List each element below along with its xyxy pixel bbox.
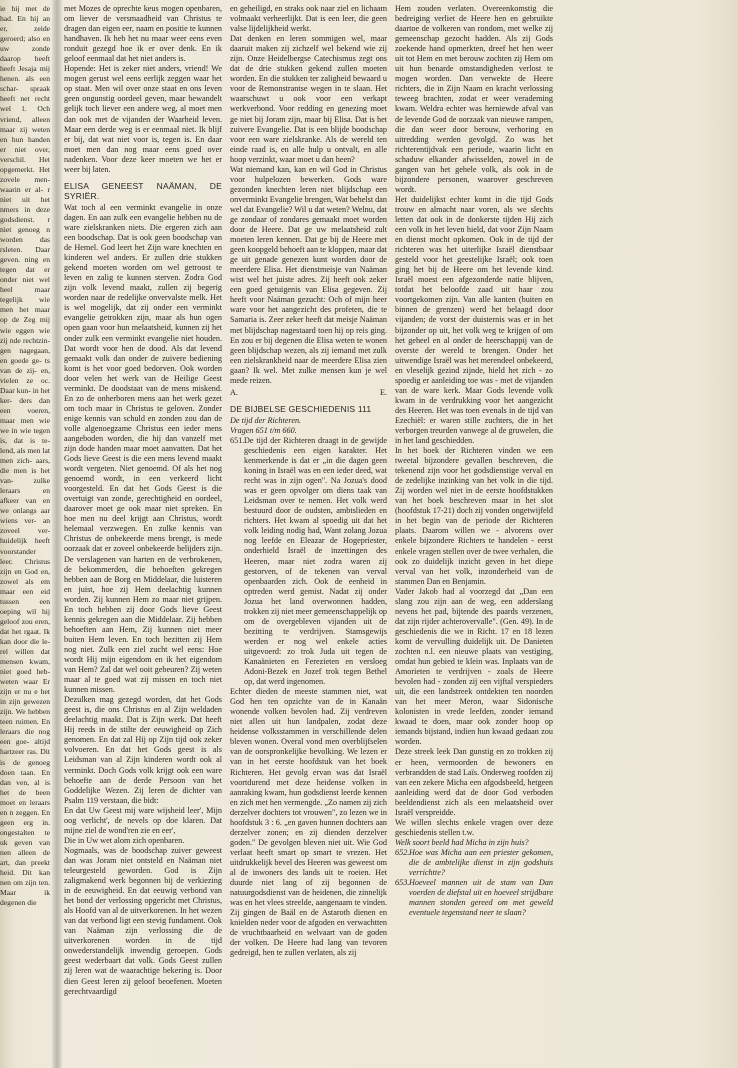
section-heading-elisa: ELISA GENEEST NAÄMAN, DE SYRIËR.: [64, 180, 222, 201]
paragraph: Hem zouden verlaten. Overeenkomstig die bedreiging verliet de Heere hen en gebruikte daartoe de volkeren van rondom, met welke zij gemeenschap gezocht hadden. Als zij Gods zoekende hand opmerkten, dreef het hen weer uit tot Hem en met berouw zochten zij Hem om uit hun benarde omstandigheden verlost te mogen worden. Dan verwekte de Heere richters, die in Zijn Naam en kracht verlossing teweeg brachten, zodat er weer verademing kwam. Weldra echter was herniewde afval van de levende God de oorzaak van nieuwe rampen, die dan weer door berouw, verhoring en uitredding werden gevolgd. Zo was het richterentijdvak een periode, waarin licht en schaduw elkander afwisselden, zowel in de gangen van het gehele volk, als ook in de bijzondere personen, waarover geschreven wordt.: [395, 4, 553, 194]
question-number: 652.: [395, 847, 410, 857]
paragraph: met Mozes de oprechte keus mogen openbaren, om liever de versmaadheid van Christus te dragen dan eigen eer, naam en positie te kunnen handhaven. Ik heb het nu maar weer eens even ronduit gezegd hoe ik er over denk. En ik geloof eenmaal dat het niet anders is.: [64, 4, 222, 64]
page-binding-shadow: [52, 0, 62, 1068]
signature-initial-left: A.: [230, 387, 238, 397]
paragraph: Wat niemand kan, kan en wil God in Christus voor hulpelozen bewerken. Gods ware gezonden knechten leren niet blijdschap een onverminkt Evangelie brengen, Wat behelst dan wel dat Evangelie? Wil u dat weten? Welnu, dat ge zondaar of zondares gemaakt moet worden door de Heere. Dat ge uw melaatsheid zult moeten leren kennen. Dat ge bij de Heere met geen koopgeld behoeft aan te kloppen, maar dat ge uit genade genezen kunt worden door de meerdere Elisa. Het dienstmeisje van Naäman wist wel het juiste adres. Zij heeft ook zeker een goed getuigenis van Elisa gegeven. Zij heeft voor Naäman gezucht: Och of mijn heer ware voor het aangezicht des profeten, die te Samaria is. Zeer zeker heeft dat meisje Naäman met blijdschap nagestaard toen hij op reis ging. En zou er bij degenen die Elisa weten te wonen geen blijdschap wezen, als zij iemand met zulk een zielskrankheid naar de meerdere Elisa zien gaan? Ik wel. Met zulke mensen kun je wel mede reizen.: [230, 164, 387, 385]
left-page-text: ie hij met de had. En hij an er, zeide geroerd; also en uw zonde daarop heeft heeft Jesaja mij henen. als een schar- spraak heeft net recht wel l. Och vriend, alleen maar zij weten en hun handen er niet over, verschil. Het opgemerkt. Het zovele men- waarin er al- r niet uit het nmers in deze godsdienst. r niet genoeg n worden das rsleten. Daar geven. ning en tegen dat er onder niet wel heel maar tegelijk wie men het maar op de Zeg mij wie eggen wie zij nde rechtzin- gen nagegaan, en goede ge- ts van de zij- en, vielen ze oc. Daar kun- in het ker- ders dan een voeren, maar men wie we in wie tegen is, dat is te- lend, als men lat men zich- aars, die men is het van- zulke leraars en afkeer van en we onlangs aar wiens ver- an zoveel ver- huidelijk heeft voorstander leer. Christus zijn en God en, zowel als em maar een eid tussen een oeping wil hij geloof zou eren, dat het rgaat. Ik kan door die le- rel willen dat mensen kwam, niet goed heb- weten waar Er zijn er nu e het in zijn gewezen zijn. We hebben teen ruimen. En leraars die nog een goe- altijd hartzeer ras. Dit is de genoeg doen taan. En dan ven, al is het de been moet en leraars en n zeggen. En geen erg in. ongestalten te uk geven van nen alleen de art, dan preekt heid. Dit kan nen om zijn ten. Maar ik degenen die: [0, 4, 50, 908]
column-left-page-fragment: [0, 4, 50, 1054]
column-3: [395, 4, 553, 1054]
paragraph: en geheiligd, en straks ook naar ziel en lichaam volmaakt verheerlijkt. Dat is een leer, die geen valse lijdelijkheid werkt.: [230, 4, 387, 34]
question-652: [395, 848, 553, 878]
paragraph: Nogmaals, was de boodschap zuiver geweest dan was Joram niet ontsteld en Naäman niet teleurgesteld geworden. God is Zijn zaligmakend werk begonnen bij de verkiezing in de eeuwigheid. En dat eeuwig verbond van het bond der verlossing opgericht met Christus, als Hoofd van al de uitverkorenen. In het wezen van dat verbond ligt een stevig fundament. Ook van Naäman zijn verlossing die de uitverkorenen worden in de tijd onwederstandelijk inwendig geroepen. Gods geest wederbaart dat volk. Gods Geest zullen zij leren wat de waarachtige bekering is. Door dien Geest leren zij geloof beoefenen. Moeten gerechtvaardigd: [64, 845, 222, 996]
question-number: 653.: [395, 878, 410, 888]
question-number: 651.: [230, 435, 245, 445]
paragraph: In het boek der Richteren vinden we een tweetal bijzondere gevallen beschreven, die tekenend zijn voor het godsdienstige verval en de zedelijke inzinking van het volk in die tijd. Zij worden wel niet in de eerste hoofdstukken van het boek beschreven maar in het slot (hoofdstuk 17-21) doch zij vonden ongetwijfeld in het begin van de periode der Richteren plaats. Daarom willen we - alvorens over enkele bijzondere Richters te handelen - eerst enkele vragen stellen over de twee verhalen, die ook zo duidelijk inzicht geven in het diepe verval van het volk, inzonderheid van de stammen Dan en Benjamin.: [395, 446, 553, 586]
subheading-questions: Vragen 651 t/m 660.: [230, 425, 297, 435]
paragraph: Echter dieden de meeste stammen niet, wat God hen ten opzichte van de in Kanaän wonende volken bevolen had. Zij verdreven niet allen uit hun landpalen, zodat deze heidense volksstammen in verschillende delen bleven wonen. Overal vond men overblijfselen van de oorspronkelijke bevolking. We lezen er van in het eerste hoofdstuk van het boek Richteren. Het gevolg ervan was dat Israël voortdurend met deze heidense volken in aanraking kwam, hun godsdienst leerde kennen en zich met hen vermengde. „Zo namen zij zich derzelver dochters tot vrouwen", zo lezen we in hoofdstuk 3 : 6. „en gaven hunnen dochters aan derzelver zonen; en zij dienden derzelver goden." De gevolgen bleven niet uit. Wie God verlaat heeft smart op smart te vrezen. Het uitdrukkelijk bevel des Heeren was geweest om al de inwoners des lands uit te roeien. Het duurde niet lang of zij begonnen de natuurgodsdienst van de heidenen, die zinnelijk was en het vlees streelde, aangenaam te vinden. Zij gingen de Baäl en de Astaroth dienen en knielden neder voor de afgoden en verwachtten de vruchtbaarheid en welvaart van de goden der volken. De Heere had lang van tevoren gedreigd, hen te zullen verlaten, als zij: [230, 687, 387, 958]
paragraph: Het duidelijkst echter komt in die tijd Gods trouw en almacht naar voren, als we slechts letten dat ook in de donkerste tijden Hij zich een volk in het leven hield, dat voor Zijn Naam en dienst mocht opkomen. Ook in de tijd der richteren was het uiterlijke Israël dienstbaar gesteld voor het geestelijke Israël; ook toen ging het bij de Heere om het levende kind. Israël moest een afgezonderde natie blijven, totdat het beloofde zaad uit haar zou voortgekomen zijn. Van alle kanten (buiten en binnen de grenzen) werd het belaagd door vijanden; de vorst der duisternis was er in het bijzonder op uit, het volk weg te krijgen of om het geheel en al onder de heerschappij van de overste der wereld te brengen. Onder het uitwendige Israël was het merendeel onbekeerd, en vleselijk gezind zijnde, hield het zich - zo spoedig er aanleiding toe was - met de vijanden van de ware kerk. Maar Gods levende volk kwam in de verdrukking voor het aangezicht des Heeren. Het was toen evenals in de tijd van Ezechiël: er waren stille zuchters, die in het verborgen treurden vanwege al de gruwelen, die in het land geschiedden.: [395, 194, 553, 446]
column-1: [64, 4, 222, 1054]
question-text: De tijd der Richteren draagt in de gewijde geschiedenis een eigen karakter. Het kenmerkende is dat er „in die dagen geen koning in Israël was en een ieder deed, wat recht was in zijn ogen". Na Jozua's dood was er geen opvolger om diens taak van Leidsman over te nemen. Het volk werd bestuurd door de oudsten, ambtslieden en richters. Het kwam al spoedig uit dat het volk leiding nodig had, Want zolang Jozua nog leefde en Eleazar de Hogepriester, onderhield Israël de inzettingen des Heeren, maar niet zodra waren zij gestorven, of de tekenen van verval openbaarden zich. Ook de eenheid in optreden werd gemist. Nadat zij onder Jozua het land overwonnen hadden, trokken zij niet meer gemeenschappelijk op om de overgebleven vijanden uit de bezitting te verdrijven. Stamsgewijs werden er nog wel enkele acties uitgevoerd: zo trok Juda uit tegen de Kanaänieten en Ferezieten en versloeg Adoni-Bezek en Jozef trok tegen Bethel op, dat werd ingenomen.: [244, 435, 387, 687]
subheading-period: De tijd der Richteren.: [230, 415, 302, 425]
paragraph: Deze streek leek Dan gunstig en zo trokken zij er heen, vermoorden de bewoners en verbrandden de stad Laïs. Onderweg roofden zij van een zekere Micha een afgodsbeeld, hetgeen aanleiding werd dat de door God verboden beeldendienst zich als een melaatsheid over Israël verspreidde.: [395, 747, 553, 817]
question-text: Hoeveel mannen uit de stam van Dan voerden de diefstal uit en hoeveel strijdbare mannen stonden gereed om met geweld eventuele tegenstand neer te slaan?: [409, 878, 553, 918]
paragraph: Dat denken en leren sommigen wel, maar daaruit maken zij zichzelf wel bekend wie zij zijn. Onze Heidelbergse Catechismus zegt ons dat de drie stukken gekend zullen moeten worden. En die stukken ter zaligheid bewaard u voor de Remonstrantse wegen in te slaan. Het waarschuwt u ook voor een verkapt werkverbond. Voor redding en genezing moet ge niet bij Joram zijn, maar bij Elisa. Dat is het zuivere Evangelie. Dat is een blijde boodschap voor een ware zielskranke. Als de wereld ten einde raad is, en alle hulp u ontvalt, en alle hoop verzinkt, waar moet u dan heen?: [230, 34, 387, 164]
paragraph: Hopende: Het is zeker niet anders, vriend! We mogen gerust wel eens eerlijk zeggen waar het op staat. Men wil over onze staat en ons leven geen ongunstig oordeel geven, maar bewandelt gelijk toch liever een andere weg, al moet men dan ook met de vijanden der Waarheid leven. Maar een derde weg is er eenmaal niet. Ik blijf er bij, dat wat niet voor is, tegen is. En daar moet men dan nog maar eens goed over nadenken. Voor deze keer moeten we het er weer bij laten.: [64, 64, 222, 174]
question-text: Hoe was Micha aan een priester gekomen, die de ambtelijke dienst in zijn godshuis verrichtte?: [409, 847, 553, 878]
psalm-quote: En dat Uw Geest mij ware wijsheid leer', Mijn oog verlicht', de nevels op doe klaren. Dat mijne ziel de wond'ren zie en eer',: [64, 805, 222, 835]
section-heading-bijbelse: DE BIJBELSE GESCHIEDENIS 111: [230, 403, 372, 414]
paragraph: We willen slechts enkele vragen over deze geschiedenis stellen t.w.: [395, 817, 553, 837]
question-651: [230, 436, 387, 687]
psalm-quote: Die in Uw wet alom zich openbaren.: [64, 835, 185, 845]
paragraph: Vader Jakob had al voorzegd dat „Dan een slang zou zijn aan de weg, een adderslang nevens het pad, bijtende des paards verzenen, dat zijn rijder achterovervalle". (Gen. 49). In de geschiedenis die we in Richt. 17 en 18 lezen komt de vervulling duidelijk uit. De Danieten zochten n.l. een nieuwe plaats van vestiging, omdat hun gebied te klein was. Inplaats van de Amorieten te verdrijven - zoals de Heere bevolen had - zonden zij een vijftal verspieders uit, die een landstreek ontdekten ten noorden van het meer Meron, waar Sidonische kolonisten in vrede leefden, zonder iemand kwaad te doen, maar ook zonder hoop op iemands bijstand, indien hun kwaad gedaan zou worden.: [395, 586, 553, 747]
paragraph: Wat toch al een verminkt evangelie in onze dagen. En aan zulk een evangelie hebben nu de ware zielskranken niets. Die ergeren zich aan een boodschap. Dat is ook geen boodschap van de Hemel. God leert het Zijn ware knechten en kinderen wel anders. Er zullen drie stukken gekend moeten worden om wel getroost te leven en zalig te kunnen sterven. Zodra God zijn volk levend maakt, zullen zij begerig worden naar de redelijke onvervalste melk. Het is wel mogelijk, dat zij onder een verminkt evangelie getrokken zijn, maar als hun ogen open gaan voor hun melaatsheid, kunnen zij het onder zulk een verminkt evangelie niet houden. Dat wordt voor hen de dood. Als dat levend gemaakt volk dan onder de zuivere bediening komt is het voor goed bedorven. Ook worden door velen het werk van de Heilige Geest verminkt. De doodstaat van de mens miskend. En zo de onherboren mens aan het werk gezet om toch maar in Christus te geloven. Zonder enige kennis van schuld en zonden zou dan de volle algenoegzame Christus een ieder mens aangeboden worden, die hij dan vanzelf met zijn dode handen maar moet aanvatten. Dat het Gods lieve Geest is die een mens levend maakt wordt vergeten. Niet genoemd. Of als het nog genoemd wordt, in een verkeerd licht voorgesteld. En dat het Gods Geest is die overtuigt van zonde, gerechtigheid en oordeel, daarover moet ge ook maar niet spreken. En hoe men nu deel krijgt aan Christus, wordt helemaal verzwegen. En zulke kennis van Christus de onbekeerde mens brengt, is mede oorzaak dat er zoveel onbekeerde belijders zijn. De verslagenen van harten en de verbrokenen, de bekommerden, die behoeften gekregen hebben aan de Borg en Middelaar, die luisteren en juist, hoe zij Hem deelachtig kunnen worden. Zij kunnen Hem zo maar niet grijpen. En toch hebben zij door Gods lieve Geest kennis gekregen aan die Middelaar. Zij hebben behoeften aan Hem, Zij kunnen niet meer buiten Hem leven. En toch bezitten zij Hem nog niet. Zulk een ziel zucht wel eens: Hoe wordt Hij mijn eigendom en ik het eigendom van Hem? Zal dat wel ooit gebeuren? Zij weten maar al te goed wat zij missen en toch niet kunnen missen.: [64, 202, 222, 695]
signature-initial-right: E.: [379, 387, 387, 397]
column-2: [230, 4, 387, 1054]
author-signature: [230, 388, 387, 398]
question-653: [395, 878, 553, 918]
paragraph: Dezulken mag gezegd worden, dat het Gods geest is, die ons Christus en al Zijn weldaden deelachtig maakt. Dat is Zijn werk. Dat heeft Hij reeds in de stilte der eeuwigheid op Zich genomen. En dat zal Hij op Zijn tijd ook zeker volvoeren. En dat het Gods geest is als Leidsman van al Zijn kinderen wordt ook al verminkt. Doch Gods volk krijgt ook een ware behoefte aan de derde Persoon van het Goddelijke Wezen. Zij leren de dichter van Psalm 119 verstaan, die bidt:: [64, 695, 222, 805]
question-italic: Welk soort beeld had Micha in zijn huis?: [395, 837, 529, 847]
